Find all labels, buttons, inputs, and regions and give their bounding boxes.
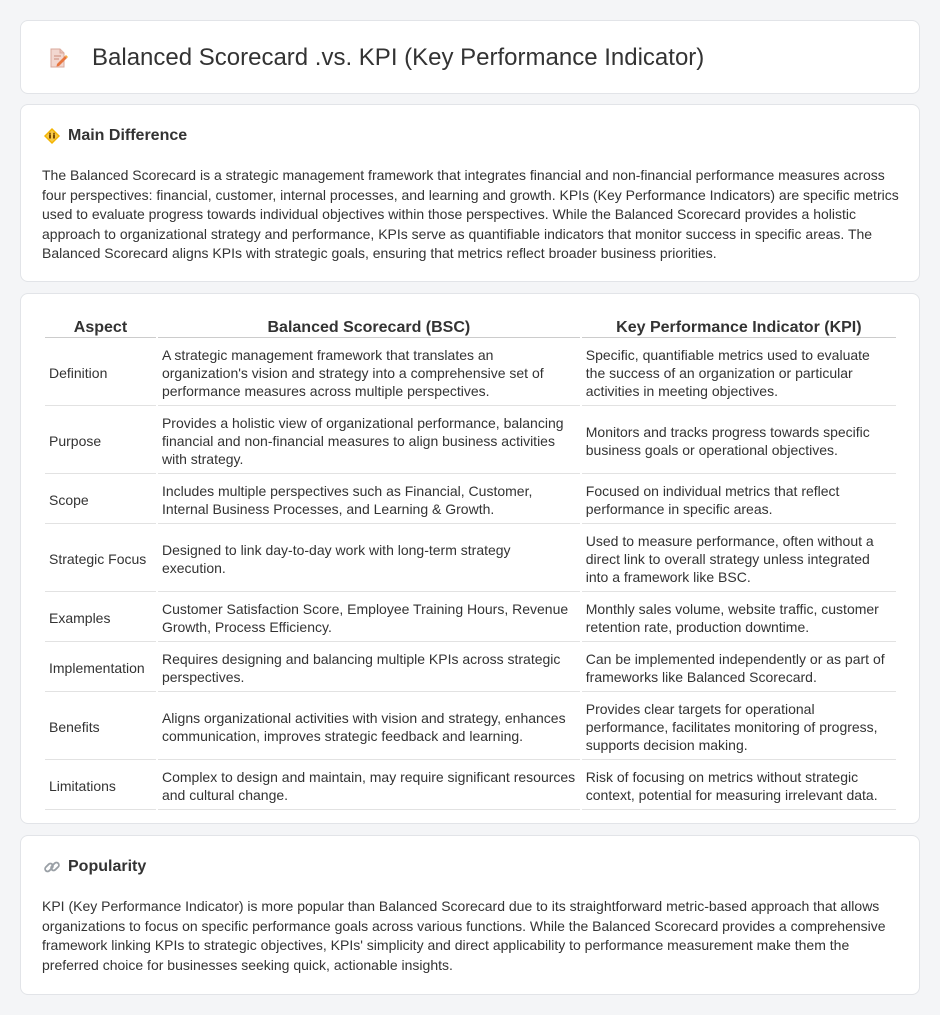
row-kpi: Can be implemented independently or as part of frameworks like Balanced Scorecard. bbox=[582, 644, 896, 692]
row-aspect: Implementation bbox=[45, 644, 156, 692]
page-title: Balanced Scorecard .vs. KPI (Key Performance Indicator) bbox=[92, 44, 705, 71]
row-kpi: Specific, quantifiable metrics used to evaluate the success of an organization or particular activities in meeting objectives. bbox=[582, 340, 896, 406]
row-bsc: Customer Satisfaction Score, Employee Training Hours, Revenue Growth, Process Efficiency. bbox=[158, 594, 580, 642]
main-difference-heading: Main Difference bbox=[68, 127, 188, 144]
popularity-heading: Popularity bbox=[68, 858, 147, 875]
row-bsc: Designed to link day-to-day work with long-term strategy execution. bbox=[158, 526, 580, 592]
header-aspect: Aspect bbox=[45, 318, 156, 338]
table-row bbox=[45, 340, 896, 406]
main-difference-header bbox=[43, 127, 187, 145]
row-bsc: Includes multiple perspectives such as Financial, Customer, Internal Business Processes, and Learning & Growth. bbox=[158, 476, 580, 524]
header-kpi: Key Performance Indicator (KPI) bbox=[582, 318, 896, 338]
popularity-section bbox=[20, 835, 920, 995]
row-kpi: Focused on individual metrics that reflect performance in specific areas. bbox=[582, 476, 896, 524]
popularity-header bbox=[43, 858, 146, 876]
row-aspect: Benefits bbox=[45, 694, 156, 760]
table-row bbox=[45, 476, 896, 524]
table-header-row bbox=[45, 318, 896, 338]
row-bsc: A strategic management framework that translates an organization's vision and strategy into a comprehensive set of performance measures across multiple perspectives. bbox=[158, 340, 580, 406]
header-card bbox=[20, 20, 920, 94]
row-bsc: Provides a holistic view of organizational performance, balancing financial and non-financial measures to align business activities with strategy. bbox=[158, 408, 580, 474]
header-bsc: Balanced Scorecard (BSC) bbox=[158, 318, 580, 338]
table-row bbox=[45, 408, 896, 474]
row-aspect: Purpose bbox=[45, 408, 156, 474]
diamond-sign-icon bbox=[43, 127, 61, 145]
table-row bbox=[45, 526, 896, 592]
row-aspect: Limitations bbox=[45, 762, 156, 810]
row-aspect: Strategic Focus bbox=[45, 526, 156, 592]
main-difference-section bbox=[20, 104, 920, 282]
link-icon bbox=[43, 858, 61, 876]
main-difference-text: The Balanced Scorecard is a strategic management framework that integrates financial and non-financial performance measures across four perspectives: financial, customer, internal processes, and learning and growth. KPIs (Key Performance Indicators) are specific metrics used to evaluate progress towards individual objectives within those perspectives. While the Balanced Scorecard provides a holistic approach to organizational strategy and performance, KPIs serve as quantifiable indicators that monitor success in specific areas. The Balanced Scorecard aligns KPIs with strategic goals, ensuring that metrics reflect broader business priorities. bbox=[42, 167, 899, 262]
row-bsc: Requires designing and balancing multiple KPIs across strategic perspectives. bbox=[158, 644, 580, 692]
row-kpi: Monitors and tracks progress towards specific business goals or operational objectives. bbox=[582, 408, 896, 474]
document-pencil-icon bbox=[47, 47, 69, 69]
table-row bbox=[45, 594, 896, 642]
row-kpi: Monthly sales volume, website traffic, customer retention rate, production downtime. bbox=[582, 594, 896, 642]
table-row bbox=[45, 762, 896, 810]
row-bsc: Aligns organizational activities with vision and strategy, enhances communication, improves strategic feedback and learning. bbox=[158, 694, 580, 760]
row-aspect: Examples bbox=[45, 594, 156, 642]
comparison-table bbox=[43, 316, 898, 812]
row-aspect: Definition bbox=[45, 340, 156, 406]
popularity-text: KPI (Key Performance Indicator) is more popular than Balanced Scorecard due to its straightforward metric-based approach that allows organizations to focus on specific performance goals across various functions. While the Balanced Scorecard provides a comprehensive framework linking KPIs to strategic objectives, KPIs' simplicity and direct applicability to performance measurement make them the preferred choice for businesses seeking quick, actionable insights. bbox=[42, 898, 886, 973]
row-bsc: Complex to design and maintain, may require significant resources and cultural change. bbox=[158, 762, 580, 810]
table-row bbox=[45, 694, 896, 760]
comparison-section bbox=[20, 293, 920, 824]
row-kpi: Used to measure performance, often without a direct link to overall strategy unless integrated into a framework like BSC. bbox=[582, 526, 896, 592]
row-kpi: Risk of focusing on metrics without strategic context, potential for measuring irrelevant data. bbox=[582, 762, 896, 810]
table-row bbox=[45, 644, 896, 692]
row-aspect: Scope bbox=[45, 476, 156, 524]
row-kpi: Provides clear targets for operational performance, facilitates monitoring of progress, supports decision making. bbox=[582, 694, 896, 760]
